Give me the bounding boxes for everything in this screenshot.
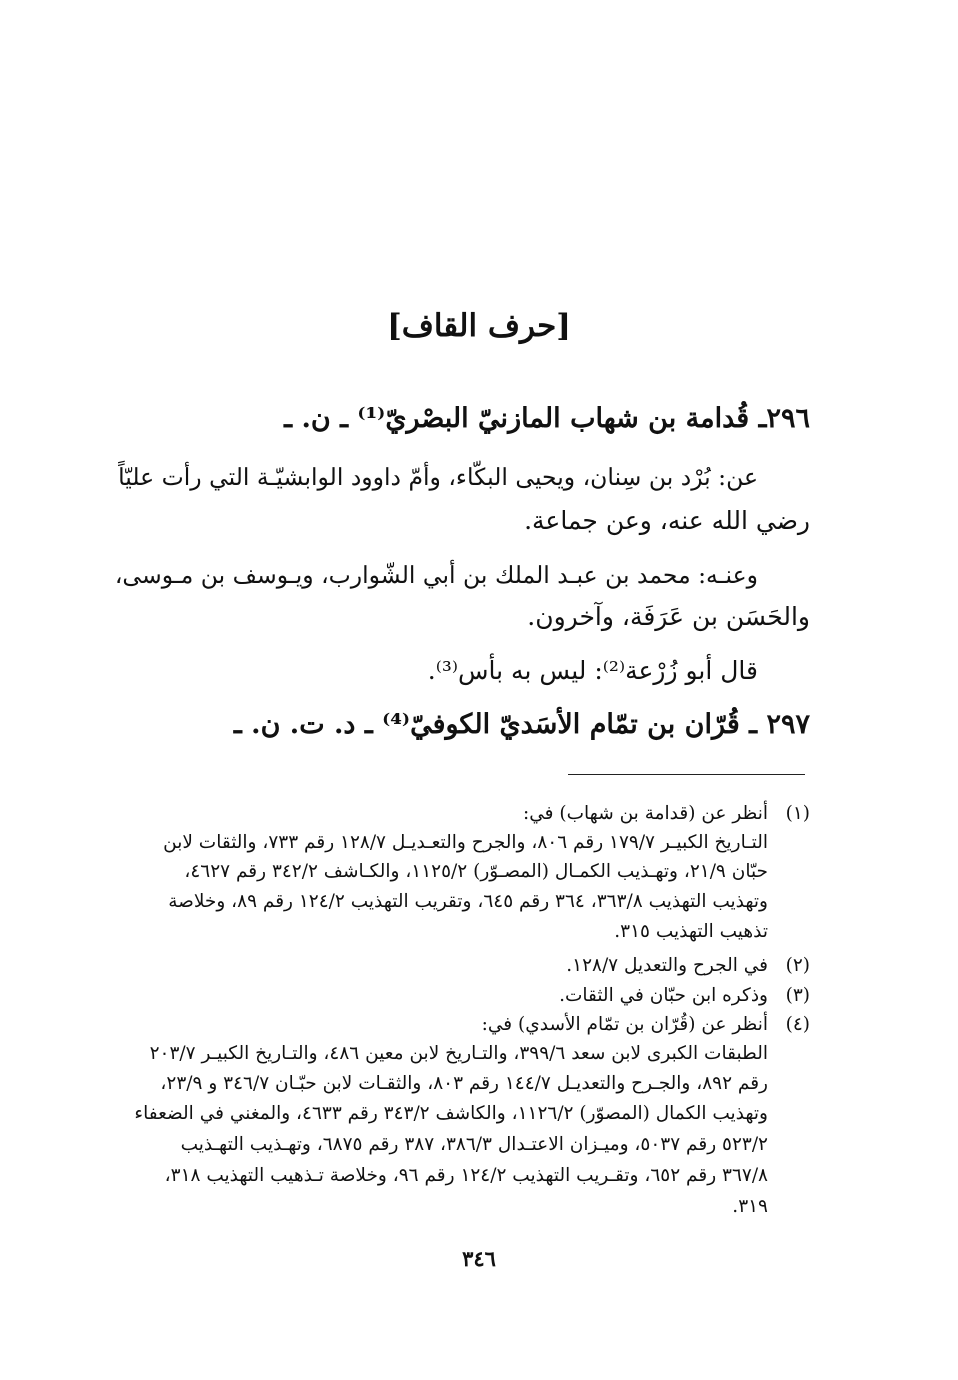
entry-296-students-cont: والحَسَن بن عَرَفَة، وآخرون.: [527, 602, 810, 631]
entry-296-teachers-cont: رضي الله عنه، وعن جماعة.: [524, 506, 810, 535]
footnote-text: الطبقات الكبرى لابن سعد ٣٩٩/٦، والتـاريخ لابن معين ٤٨٦، والتـاريخ الكبيـر ٢٠٣/٧: [149, 1043, 768, 1064]
footnote-number: (١): [785, 803, 810, 824]
footnote-text: ٥٢٣/٢ رقم ٥٠٣٧، وميـزان الاعتـدال ٣٨٦/٣، ٣٨٧ رقم ٦٨٧٥، وتهـذيب التهـذيب: [180, 1134, 768, 1155]
entry-title-296: ٢٩٦ـ قُدامة بن شهاب المازنيّ البصْريّ⁽¹⁾ ـ ن. ـ: [284, 403, 810, 434]
footnote-text: تذهيب التهذيب ٣١٥.: [614, 921, 768, 942]
entry-296-teachers: عن: بُرْد بن سِنان، ويحيى البكّاء، وأمّ داوود الوابشيّـة التي رأت عليّاً: [118, 463, 758, 491]
chapter-heading: [حرف القاف]: [387, 308, 571, 344]
footnote-divider: [568, 774, 805, 775]
entry-title-297: ٢٩٧ ـ قُرّان بن تمّام الأسَديّ الكوفيّ⁽⁴⁾ ـ د. ت. ن. ـ: [233, 709, 810, 740]
footnote-text: ٣١٩.: [732, 1196, 768, 1217]
footnote-text: ٣٦٧/٨ رقم ٦٥٢، وتقـريب التهذيب ١٢٤/٢ رقم ٩٦، وخلاصة تـذهيب التهذيب ٣١٨،: [164, 1165, 768, 1186]
page-number: ٣٤٦: [462, 1246, 496, 1271]
footnote-number: (٤): [785, 1014, 810, 1035]
footnote-text: وتهذيب التهذيب ٣٦٣/٨، ٣٦٤ رقم ٦٤٥، وتقريب التهذيب ١٢٤/٢ رقم ٨٩، وخلاصة: [168, 891, 768, 912]
entry-296-students: وعنـه: محمد بن عبـد الملك بن أبي الشّوارب، ويـوسف بن مـوسى،: [114, 561, 758, 589]
footnote-number: (٣): [785, 985, 810, 1006]
footnote-text: التـاريخ الكبيـر ١٧٩/٧ رقم ٨٠٦، والجرح والتعـديـل ١٢٨/٧ رقم ٧٣٣، والثقات لابن: [163, 832, 768, 853]
entry-296-verdict: قال أبو زُرْعة⁽²⁾: ليس به بأس⁽³⁾.: [427, 656, 758, 685]
footnote-text: رقم ٨٩٢، والجـرح والتعديـل ١٤٤/٧ رقم ٨٠٣، والثقـات لابن حبّـان ٣٤٦/٧ و ٢٣/٩،: [160, 1073, 768, 1094]
footnote-text: أنظر عن (قُرّان بن تمّام الأسدي) في:: [481, 1014, 768, 1035]
footnote-text: وذكره ابن حبّان في الثقات.: [559, 985, 768, 1006]
footnote-text: حبّان ٢١/٩، وتهـذيب الكمـال (المصـوّر) ١١٢٥/٢، والكـاشف ٣٤٢/٢ رقم ٤٦٢٧،: [184, 861, 768, 882]
footnote-text: أنظر عن (قدامة بن شهاب) في:: [523, 803, 768, 824]
footnote-text: وتهذيب الكمال (المصوّر) ١١٢٦/٢، والكاشف ٣٤٣/٢ رقم ٤٦٣٣، والمغني في الضعفاء: [134, 1103, 768, 1124]
footnote-number: (٢): [785, 955, 810, 976]
footnote-text: في الجرح والتعديل ١٢٨/٧.: [566, 955, 768, 976]
